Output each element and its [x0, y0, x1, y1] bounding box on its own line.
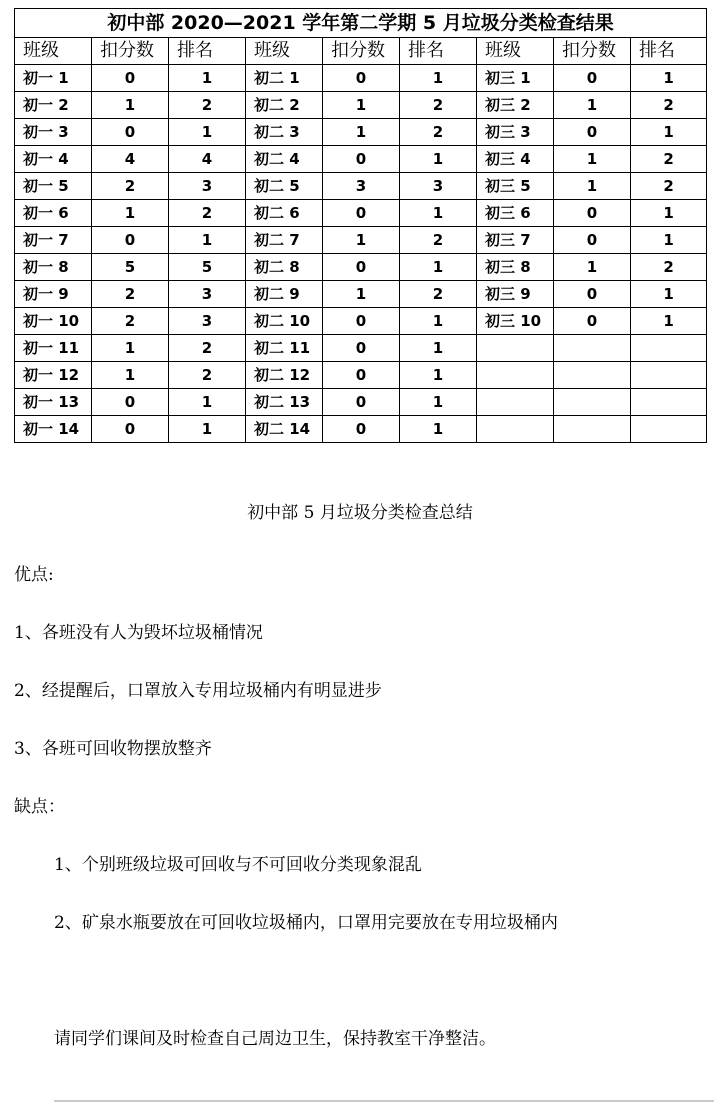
rank-cell: 2	[400, 281, 477, 308]
class-name-cell: 初一 4	[15, 146, 92, 173]
class-name-cell: 初一 8	[15, 254, 92, 281]
rank-cell: 5	[169, 254, 246, 281]
class-name-cell: 初一 11	[15, 335, 92, 362]
page-divider	[54, 1100, 714, 1102]
deduction-cell: 1	[323, 119, 400, 146]
deduction-cell: 0	[323, 416, 400, 443]
results-table	[14, 8, 707, 443]
class-name-cell: 初三 2	[477, 92, 554, 119]
rank-cell: 2	[169, 362, 246, 389]
table-row	[15, 281, 707, 308]
rank-cell: 2	[400, 227, 477, 254]
deduction-cell: 1	[554, 146, 631, 173]
deduction-cell: 0	[92, 227, 169, 254]
rank-cell: 1	[169, 389, 246, 416]
deduction-cell: 0	[323, 65, 400, 92]
deduction-cell	[554, 362, 631, 389]
rank-cell: 1	[631, 227, 707, 254]
deduction-cell	[554, 389, 631, 416]
deduction-cell: 0	[554, 200, 631, 227]
class-name-cell: 初一 13	[15, 389, 92, 416]
rank-cell: 1	[400, 146, 477, 173]
deduction-cell: 0	[323, 200, 400, 227]
table-row	[15, 389, 707, 416]
rank-cell: 1	[631, 200, 707, 227]
deduction-cell: 0	[323, 362, 400, 389]
class-name-cell: 初一 9	[15, 281, 92, 308]
rank-cell: 1	[400, 335, 477, 362]
column-header: 排名	[631, 38, 707, 65]
class-name-cell: 初二 10	[246, 308, 323, 335]
class-name-cell	[477, 389, 554, 416]
table-row	[15, 335, 707, 362]
rank-cell: 1	[400, 254, 477, 281]
deduction-cell: 0	[323, 308, 400, 335]
summary-title: 初中部 5 月垃圾分类检查总结	[247, 503, 473, 523]
class-name-cell: 初一 5	[15, 173, 92, 200]
rank-cell: 2	[631, 92, 707, 119]
deduction-cell: 0	[554, 281, 631, 308]
table-row	[15, 65, 707, 92]
rank-cell: 2	[169, 335, 246, 362]
rank-cell: 2	[169, 200, 246, 227]
class-name-cell: 初二 3	[246, 119, 323, 146]
class-name-cell: 初一 14	[15, 416, 92, 443]
class-name-cell: 初一 7	[15, 227, 92, 254]
deduction-cell: 5	[92, 254, 169, 281]
rank-cell: 2	[631, 173, 707, 200]
rank-cell: 3	[169, 308, 246, 335]
rank-cell: 1	[400, 416, 477, 443]
class-name-cell: 初三 7	[477, 227, 554, 254]
table-row	[15, 362, 707, 389]
deduction-cell: 2	[92, 281, 169, 308]
table-row	[15, 173, 707, 200]
table-row	[15, 119, 707, 146]
deduction-cell: 1	[92, 335, 169, 362]
table-body	[15, 65, 707, 443]
shortcomings-heading: 缺点：	[14, 797, 65, 817]
class-name-cell: 初一 12	[15, 362, 92, 389]
class-name-cell: 初三 1	[477, 65, 554, 92]
class-name-cell: 初一 10	[15, 308, 92, 335]
class-name-cell	[477, 335, 554, 362]
rank-cell: 1	[400, 200, 477, 227]
rank-cell: 1	[631, 281, 707, 308]
column-header: 扣分数	[92, 38, 169, 65]
deduction-cell	[554, 416, 631, 443]
rank-cell: 1	[169, 65, 246, 92]
table-row	[15, 308, 707, 335]
rank-cell: 2	[169, 92, 246, 119]
rank-cell: 2	[400, 119, 477, 146]
table-row	[15, 254, 707, 281]
deduction-cell: 0	[323, 389, 400, 416]
column-header: 班级	[477, 38, 554, 65]
class-name-cell: 初三 6	[477, 200, 554, 227]
class-name-cell: 初二 12	[246, 362, 323, 389]
column-header: 班级	[246, 38, 323, 65]
class-name-cell: 初二 4	[246, 146, 323, 173]
column-header: 扣分数	[554, 38, 631, 65]
table-row	[15, 200, 707, 227]
results-table-container	[14, 8, 706, 443]
rank-cell: 1	[169, 119, 246, 146]
class-name-cell: 初三 9	[477, 281, 554, 308]
class-name-cell: 初三 4	[477, 146, 554, 173]
advantage-item-2: 2、经提醒后，口罩放入专用垃圾桶内有明显进步	[14, 681, 382, 701]
deduction-cell: 2	[92, 308, 169, 335]
deduction-cell: 0	[323, 335, 400, 362]
class-name-cell: 初一 2	[15, 92, 92, 119]
rank-cell: 3	[169, 173, 246, 200]
deduction-cell: 2	[92, 173, 169, 200]
class-name-cell: 初一 6	[15, 200, 92, 227]
rank-cell: 1	[400, 389, 477, 416]
rank-cell	[631, 362, 707, 389]
table-header-row	[15, 38, 707, 65]
class-name-cell: 初二 9	[246, 281, 323, 308]
closing-note: 请同学们课间及时检查自己周边卫生，保持教室干净整洁。	[54, 1029, 496, 1049]
rank-cell: 4	[169, 146, 246, 173]
deduction-cell: 0	[554, 308, 631, 335]
shortcoming-item-2: 2、矿泉水瓶要放在可回收垃圾桶内，口罩用完要放在专用垃圾桶内	[54, 913, 558, 933]
deduction-cell: 0	[92, 389, 169, 416]
deduction-cell: 0	[92, 119, 169, 146]
class-name-cell: 初二 1	[246, 65, 323, 92]
class-name-cell: 初二 2	[246, 92, 323, 119]
table-row	[15, 227, 707, 254]
deduction-cell: 0	[554, 65, 631, 92]
class-name-cell: 初三 3	[477, 119, 554, 146]
deduction-cell: 3	[323, 173, 400, 200]
deduction-cell: 0	[92, 65, 169, 92]
class-name-cell: 初二 14	[246, 416, 323, 443]
rank-cell: 3	[400, 173, 477, 200]
deduction-cell: 0	[323, 254, 400, 281]
rank-cell: 1	[400, 362, 477, 389]
deduction-cell: 0	[554, 119, 631, 146]
table-title: 初中部 2020—2021 学年第二学期 5 月垃圾分类检查结果	[15, 9, 707, 38]
class-name-cell: 初二 6	[246, 200, 323, 227]
class-name-cell: 初二 11	[246, 335, 323, 362]
class-name-cell	[477, 416, 554, 443]
class-name-cell: 初二 13	[246, 389, 323, 416]
advantage-item-1: 1、各班没有人为毁坏垃圾桶情况	[14, 623, 263, 643]
deduction-cell: 0	[92, 416, 169, 443]
deduction-cell: 1	[323, 227, 400, 254]
table-row	[15, 92, 707, 119]
deduction-cell: 4	[92, 146, 169, 173]
column-header: 排名	[169, 38, 246, 65]
rank-cell: 1	[169, 227, 246, 254]
rank-cell: 1	[631, 308, 707, 335]
class-name-cell: 初二 8	[246, 254, 323, 281]
advantage-item-3: 3、各班可回收物摆放整齐	[14, 739, 212, 759]
rank-cell: 1	[400, 65, 477, 92]
table-row	[15, 416, 707, 443]
rank-cell: 3	[169, 281, 246, 308]
advantages-heading: 优点:	[14, 565, 54, 585]
shortcoming-item-1: 1、个别班级垃圾可回收与不可回收分类现象混乱	[54, 855, 422, 875]
rank-cell: 1	[400, 308, 477, 335]
class-name-cell: 初一 1	[15, 65, 92, 92]
deduction-cell: 1	[554, 173, 631, 200]
deduction-cell: 1	[554, 92, 631, 119]
deduction-cell: 0	[323, 146, 400, 173]
column-header: 班级	[15, 38, 92, 65]
rank-cell	[631, 335, 707, 362]
rank-cell	[631, 389, 707, 416]
rank-cell: 2	[400, 92, 477, 119]
class-name-cell: 初一 3	[15, 119, 92, 146]
class-name-cell: 初二 7	[246, 227, 323, 254]
class-name-cell: 初三 10	[477, 308, 554, 335]
deduction-cell: 1	[92, 92, 169, 119]
deduction-cell: 1	[323, 92, 400, 119]
rank-cell: 1	[631, 65, 707, 92]
class-name-cell: 初三 5	[477, 173, 554, 200]
table-row	[15, 146, 707, 173]
deduction-cell	[554, 335, 631, 362]
class-name-cell: 初二 5	[246, 173, 323, 200]
rank-cell: 1	[169, 416, 246, 443]
deduction-cell: 1	[554, 254, 631, 281]
rank-cell	[631, 416, 707, 443]
class-name-cell	[477, 362, 554, 389]
deduction-cell: 0	[554, 227, 631, 254]
deduction-cell: 1	[92, 362, 169, 389]
rank-cell: 2	[631, 146, 707, 173]
rank-cell: 1	[631, 119, 707, 146]
deduction-cell: 1	[323, 281, 400, 308]
deduction-cell: 1	[92, 200, 169, 227]
column-header: 扣分数	[323, 38, 400, 65]
rank-cell: 2	[631, 254, 707, 281]
class-name-cell: 初三 8	[477, 254, 554, 281]
column-header: 排名	[400, 38, 477, 65]
